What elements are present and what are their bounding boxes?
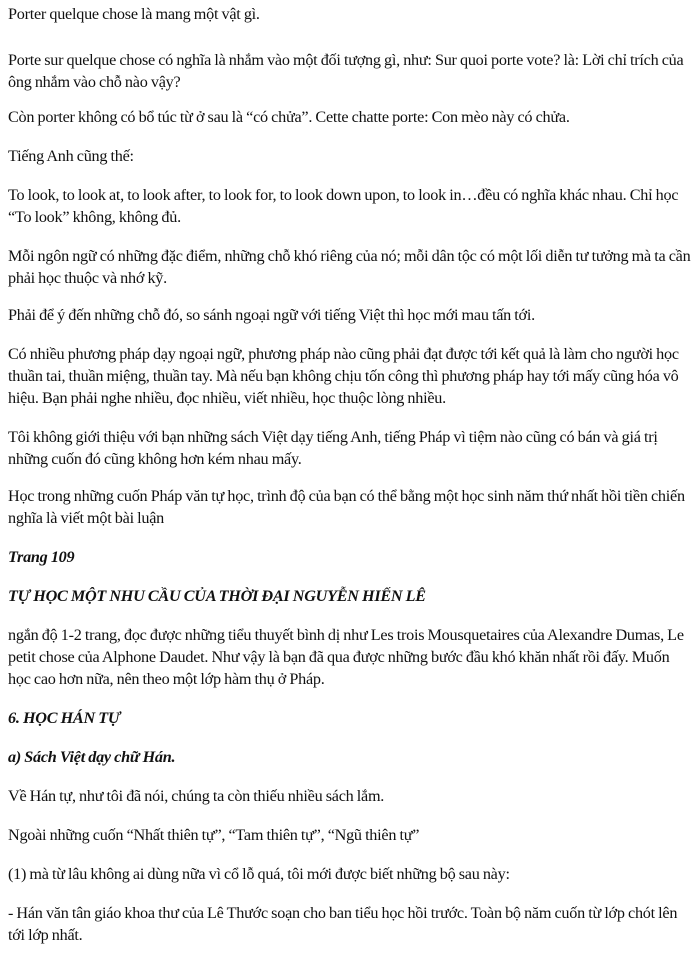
paragraph: (1) mà từ lâu không ai dùng nữa vì cổ lỗ quá, tôi mới được biết những bộ sau này: [8, 865, 510, 883]
paragraph: Phải để ý đến những chỗ đó, so sánh ngoại ngữ với tiếng Việt thì học mới mau tấn tới. [8, 306, 535, 324]
paragraph: To look, to look at, to look after, to look for, to look down upon, to look in…đều có nghĩa khác nhau. Chỉ học “To look” không, không đủ. [8, 186, 679, 226]
paragraph: Porte sur quelque chose có nghĩa là nhắm vào một đối tượng gì, như: Sur quoi porte vote? là: Lời chỉ trích của ông nhắm vào chỗ nào vậy? [8, 51, 684, 91]
paragraph: Mỗi ngôn ngữ có những đặc điểm, những chỗ khó riêng của nó; mỗi dân tộc có một lối diễn tư tưởng mà ta cần phải học thuộc và nhớ kỹ. [8, 247, 691, 287]
paragraph: Học trong những cuốn Pháp văn tự học, trình độ của bạn có thể bằng một học sinh năm thứ nhất hồi tiền chiến nghĩa là viết một bài luận [8, 487, 685, 527]
paragraph: ngắn độ 1-2 trang, đọc được những tiểu thuyết bình dị như Les trois Mousquetaires của Alexandre Dumas, Le petit chose của Alphone Daudet. Như vậy là bạn đã qua được những bước đầu khó khăn nhất rồi đấy. Muốn học cao hơn nữa, nên theo một lớp hàm thụ ở Pháp. [8, 626, 684, 688]
paragraph: Về Hán tự, như tôi đã nói, chúng ta còn thiếu nhiều sách lắm. [8, 787, 385, 805]
list-item: - Hán văn tân giáo khoa thư của Lê Thước soạn cho ban tiểu học hồi trước. Toàn bộ năm cuốn từ lớp chót lên tới lớp nhất. [8, 904, 678, 944]
paragraph: Porter quelque chose là mang một vật gì. [8, 5, 260, 23]
paragraph: Tiếng Anh cũng thế: [8, 147, 134, 165]
section-heading: 6. HỌC HÁN TỰ [8, 709, 121, 727]
paragraph: Ngoài những cuốn “Nhất thiên tự”, “Tam thiên tự”, “Ngũ thiên tự” [8, 826, 420, 844]
page-number-heading: Trang 109 [8, 548, 75, 566]
subsection-heading: a) Sách Việt dạy chữ Hán. [8, 748, 176, 766]
paragraph: Còn porter không có bổ túc từ ở sau là “có chửa”. Cette chatte porte: Con mèo này có chửa. [8, 108, 570, 126]
running-header-title: TỰ HỌC MỘT NHU CẦU CỦA THỜI ĐẠI NGUYỄN HIẾN LÊ [8, 587, 426, 605]
paragraph: Có nhiều phương pháp dạy ngoại ngữ, phương pháp nào cũng phải đạt được tới kết quả là làm cho người học thuần tai, thuần miệng, thuần tay. Mà nếu bạn không chịu tốn công thì phương pháp hay tới mấy cũng hóa vô hiệu. Bạn phải nghe nhiều, đọc nhiều, viết nhiều, học thuộc lòng nhiều. [8, 345, 679, 407]
paragraph: Tôi không giới thiệu với bạn những sách Việt dạy tiếng Anh, tiếng Pháp vì tiệm nào cũng có bán và giá trị những cuốn đó cũng không hơn kém nhau mấy. [8, 428, 658, 468]
